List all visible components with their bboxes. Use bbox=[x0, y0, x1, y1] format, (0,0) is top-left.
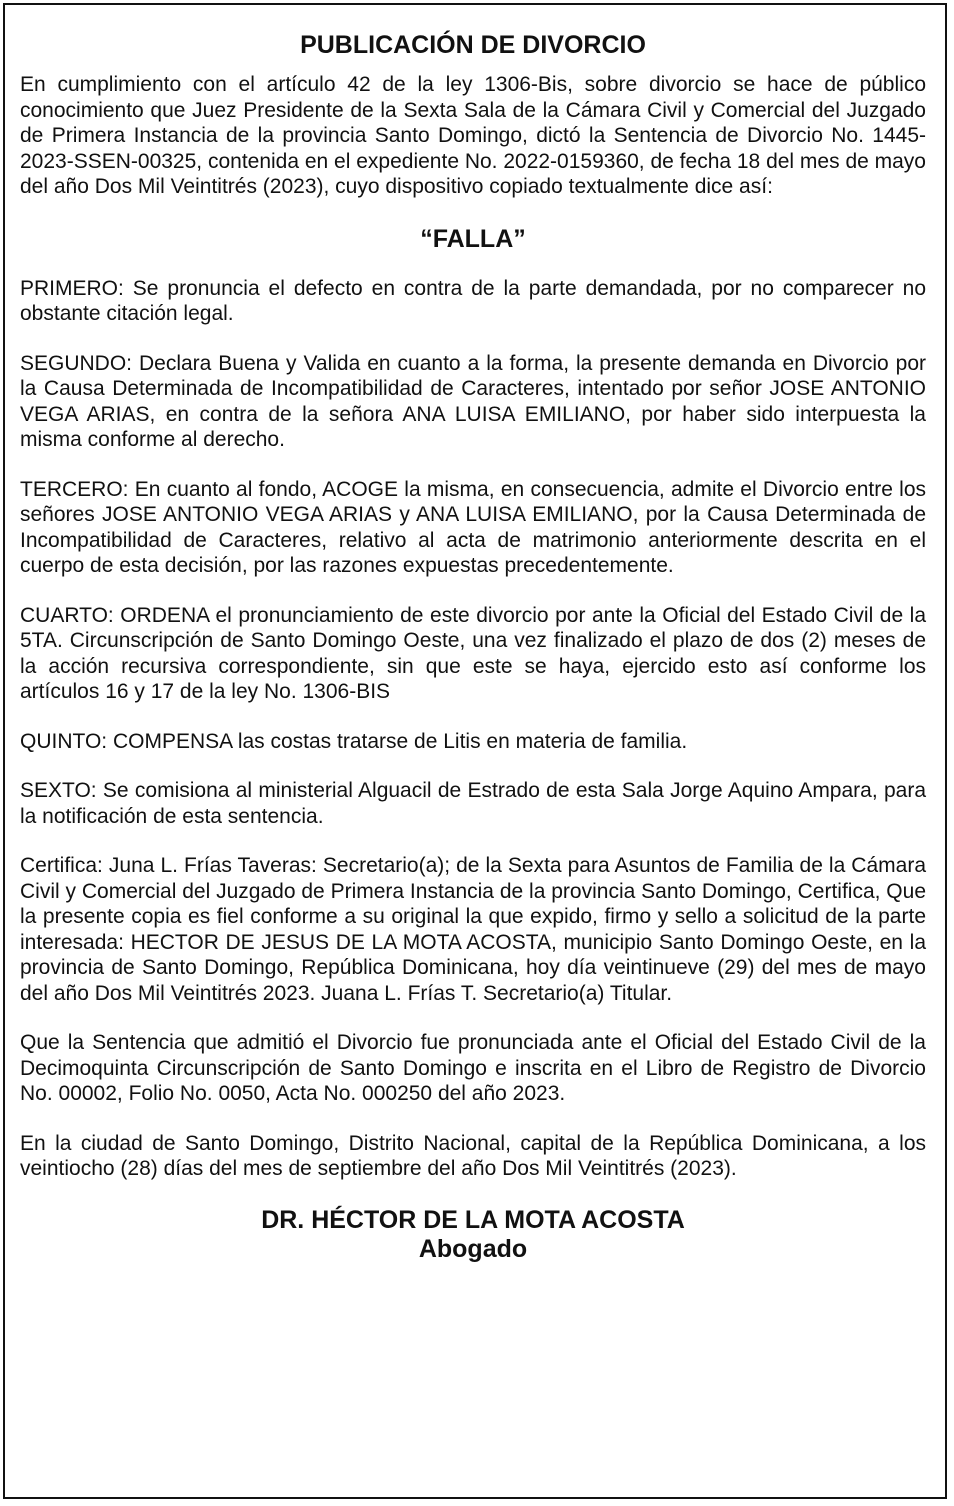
legal-notice bbox=[20, 28, 926, 1264]
ruling-tercero: TERCERO: En cuanto al fondo, ACOGE la misma, en consecuencia, admite el Divorcio entre los señores JOSE ANTONIO VEGA ARIAS y ANA LUISA EMILIANO, por la Causa Determinada de Incompatibilidad de Caracteres, relativo al acta de matrimonio anteriormente descrita en el cuerpo de esta decisión, por las razones expuestas precedentemente. bbox=[20, 477, 926, 577]
certification-paragraph: Certifica: Juna L. Frías Taveras: Secretario(a); de la Sexta para Asuntos de Familia de la Cámara Civil y Comercial del Juzgado de Primera Instancia de la provincia Santo Domingo, Certifica, Que la presente copia es fiel conforme a su original la que expido, firmo y sello a solicitud de la parte interesada: HECTOR DE JESUS DE LA MOTA ACOSTA, municipio Santo Domingo Oeste, en la provincia de Santo Domingo, República Dominicana, hoy día veintinueve (29) del mes de mayo del año Dos Mil Veintitrés 2023. Juana L. Frías T. Secretario(a) Titular. bbox=[20, 854, 926, 1005]
signer-name: DR. HÉCTOR DE LA MOTA ACOSTA bbox=[261, 1205, 685, 1234]
closing-paragraph: En la ciudad de Santo Domingo, Distrito Nacional, capital de la República Dominicana, a los veintiocho (28) días del mes de septiembre del año Dos Mil Veintitrés (2023). bbox=[20, 1131, 926, 1180]
ruling-cuarto: CUARTO: ORDENA el pronunciamiento de este divorcio por ante la Oficial del Estado Civil de la 5TA. Circunscripción de Santo Domingo Oeste, una vez finalizado el plazo de dos (2) meses de la acción recursiva correspondiente, sin que este se haya, ejercido esto así conforme los artículos 16 y 17 de la ley No. 1306-BIS bbox=[20, 603, 926, 703]
ruling-primero: PRIMERO: Se pronuncia el defecto en contra de la parte demandada, por no comparecer no obstante citación legal. bbox=[20, 276, 926, 325]
falla-heading: “FALLA” bbox=[420, 224, 526, 253]
ruling-segundo: SEGUNDO: Declara Buena y Valida en cuanto a la forma, la presente demanda en Divorcio por la Causa Determinada de Incompatibilidad de Caracteres, intentado por señor JOSE ANTONIO VEGA ARIAS, en contra de la señora ANA LUISA EMILIANO, por haber sido interpuesta la misma conforme al derecho. bbox=[20, 351, 926, 451]
signer-role: Abogado bbox=[418, 1234, 528, 1263]
ruling-sexto: SEXTO: Se comisiona al ministerial Alguacil de Estrado de esta Sala Jorge Aquino Ampara, para la notificación de esta sentencia. bbox=[20, 779, 926, 828]
intro-paragraph: En cumplimiento con el artículo 42 de la ley 1306-Bis, sobre divorcio se hace de público conocimiento que Juez Presidente de la Sexta Sala de la Cámara Civil y Comercial del Juzgado de Primera Instancia de la provincia Santo Domingo, dictó la Sentencia de Divorcio No. 1445-2023-SSEN-00325, contenida en el expediente No. 2022-0159360, de fecha 18 del mes de mayo del año Dos Mil Veintitrés (2023), cuyo dispositivo copiado textualmente dice así: bbox=[20, 73, 926, 198]
registration-paragraph: Que la Sentencia que admitió el Divorcio fue pronunciada ante el Oficial del Estado Civil de la Decimoquinta Circunscripción de Santo Domingo e inscrita en el Libro de Registro de Divorcio No. 00002, Folio No. 0050, Acta No. 000250 del año 2023. bbox=[20, 1031, 926, 1105]
ruling-quinto: QUINTO: COMPENSA las costas tratarse de Litis en materia de familia. bbox=[20, 729, 688, 753]
document-title: PUBLICACIÓN DE DIVORCIO bbox=[300, 31, 646, 59]
signature-block bbox=[20, 1206, 926, 1264]
